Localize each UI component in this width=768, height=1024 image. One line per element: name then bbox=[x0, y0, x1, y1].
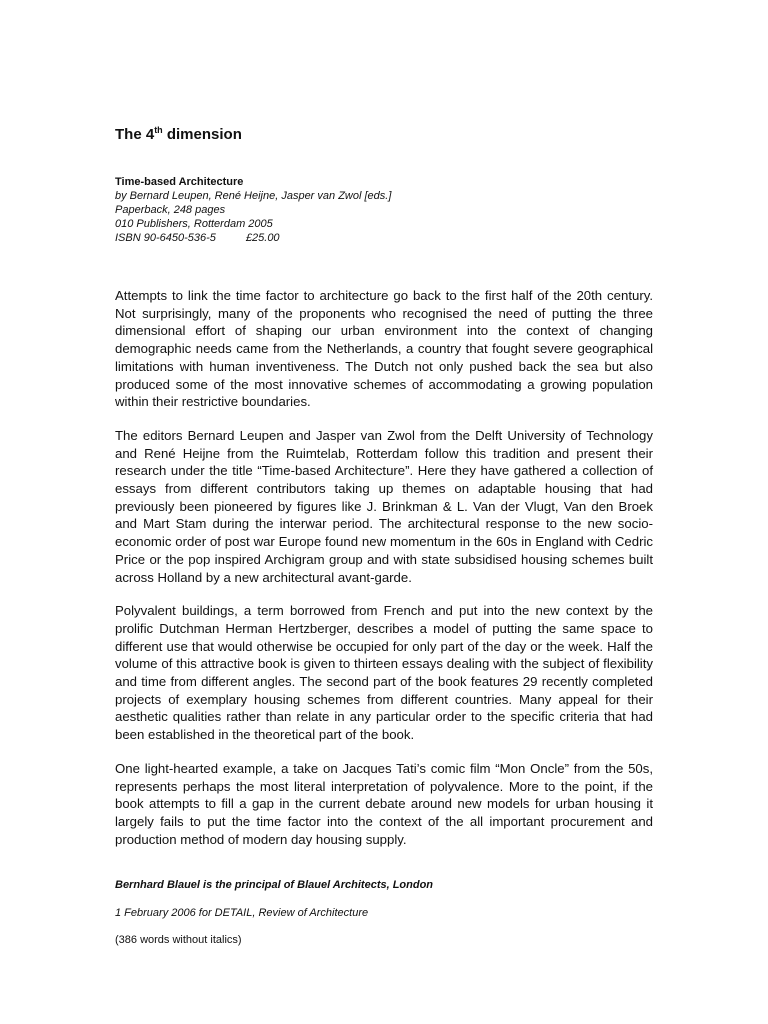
author-note: Bernhard Blauel is the principal of Blauel Architects, London bbox=[115, 879, 434, 891]
book-format: Paperback, 248 pages bbox=[115, 204, 226, 216]
review-body bbox=[115, 287, 653, 864]
book-title: Time-based Architecture bbox=[115, 176, 244, 188]
title-main: The 4 bbox=[115, 126, 155, 143]
book-info-block bbox=[115, 175, 391, 245]
document-title bbox=[115, 126, 242, 143]
publication-date-line: 1 February 2006 for DETAIL, Review of Architecture bbox=[115, 907, 369, 919]
paragraph-2: The editors Bernard Leupen and Jasper van Zwol from the Delft University of Technology and René Heijne from the Ruimtelab, Rotterdam follow this tradition and present their research under the title “Time-based Architecture”. Here they have gathered a collection of essays from different contributors taking up themes on adaptable housing that had previously been pioneered by figures like J. Brinkman & L. Van der Vlugt, Van den Broek and Mart Stam during the interwar period. The architectural response to the new socio-economic order of post war Europe found new momentum in the 60s in England with Cedric Price or the pop inspired Archigram group and with state subsidised housing schemes built across Holland by a new architectural avant-garde. bbox=[115, 427, 653, 585]
book-isbn-line bbox=[115, 231, 391, 245]
paragraph-1: Attempts to link the time factor to architecture go back to the first half of the 20th century. Not surprisingly, many of the proponents who recognised the need of putting the three dimensional effort of shaping our urban environment into the context of changing demographic needs came from the Netherlands, a country that fought severe geographical limitations with human inventiveness. The Dutch not only pushed back the sea but also produced some of the most innovative schemes of accommodating a growing population within their restrictive boundaries. bbox=[115, 288, 653, 410]
book-isbn: ISBN 90-6450-536-5 bbox=[115, 232, 216, 244]
paragraph-3: Polyvalent buildings, a term borrowed from French and put into the new context by the prolific Dutchman Herman Hertzberger, describes a model of putting the same space to different use that would otherwise be occupied for only part of the day or the week. Half the volume of this attractive book is given to thirteen essays dealing with the subject of flexibility and time from different angles. The second part of the book features 29 recently completed projects of exemplary housing schemes from different countries. Many appeal for their aesthetic qualities rather than relate in any particular order to the specific criteria that had been established in the theoretical part of the book. bbox=[115, 603, 653, 743]
title-superscript: th bbox=[154, 125, 163, 135]
book-price: £25.00 bbox=[245, 232, 280, 244]
title-rest: dimension bbox=[162, 126, 242, 143]
paragraph-4: One light-hearted example, a take on Jacques Tati’s comic film “Mon Oncle” from the 50s, represents perhaps the most literal interpretation of polyvalence. More to the point, if the book attempts to fill a gap in the current debate around new models for urban housing it largely fails to put the time factor into the context of the all important procurement and production method of modern day housing supply. bbox=[115, 760, 653, 847]
book-authors: by Bernard Leupen, René Heijne, Jasper van Zwol [eds.] bbox=[115, 190, 392, 202]
book-publisher: 010 Publishers, Rotterdam 2005 bbox=[115, 218, 273, 230]
word-count-note: (386 words without italics) bbox=[115, 934, 242, 946]
